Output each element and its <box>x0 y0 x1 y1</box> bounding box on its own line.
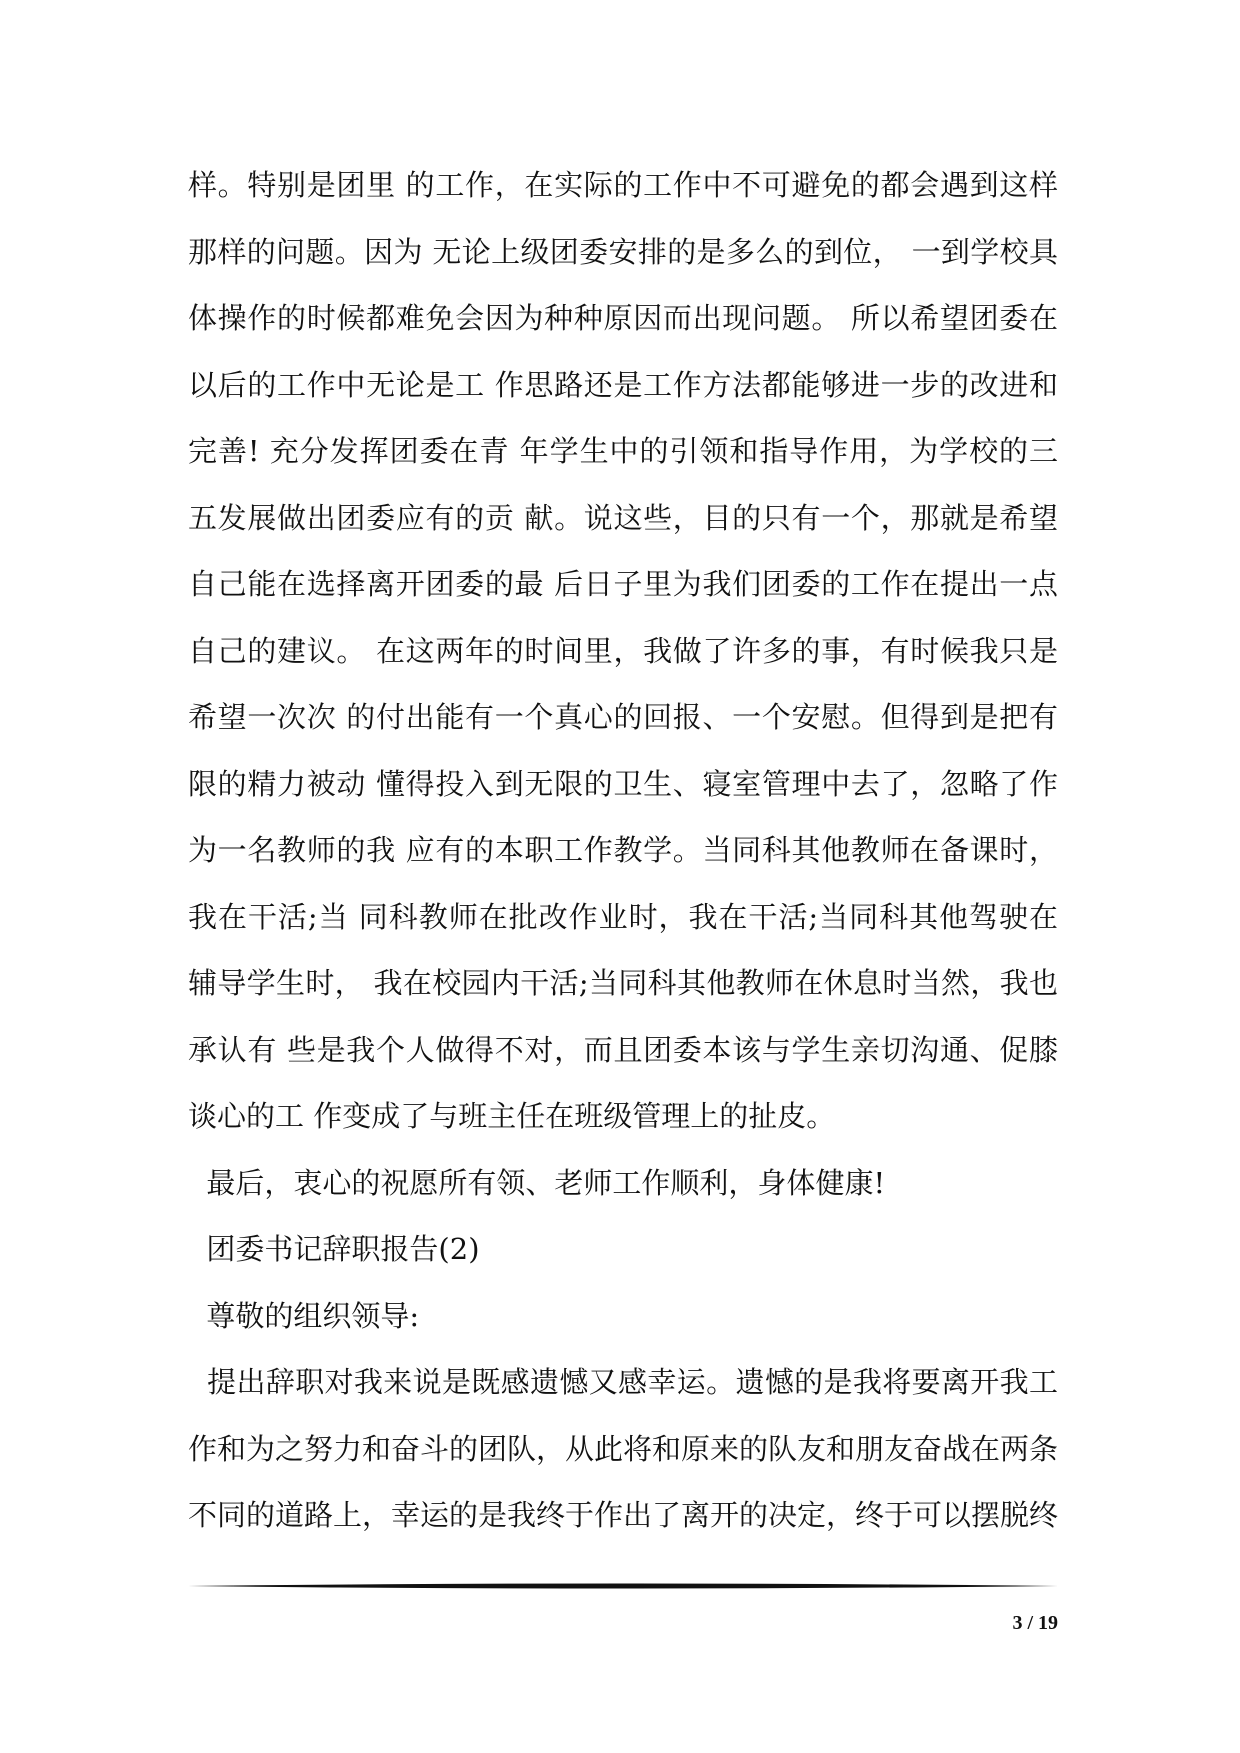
salutation: 尊敬的组织领导: <box>188 1298 420 1333</box>
body-line: 限的精力被动 懂得投入到无限的卫生、寝室管理中去了，忽略了作 <box>188 766 1058 801</box>
body-line: 以后的工作中无论是工 作思路还是工作方法都能够进一步的改进和 <box>188 367 1058 402</box>
page-number: 3 / 19 <box>1012 1612 1058 1634</box>
body-line: 那样的问题。因为 无论上级团委安排的是多么的到位， 一到学校具 <box>188 234 1058 269</box>
body-line: 谈心的工 作变成了与班主任在班级管理上的扯皮。 <box>188 1099 836 1133</box>
body-line: 体操作的时候都难免会因为种种原因而出现问题。 所以希望团委在 <box>188 301 1058 335</box>
body-line: 承认有 些是我个人做得不对，而且团委本该与学生亲切沟通、促膝 <box>188 1032 1058 1067</box>
body-line: 自己能在选择离开团委的最 后日子里为我们团委的工作在提出一点 <box>188 567 1058 601</box>
body-line: 为一名教师的我 应有的本职工作教学。当同科其他教师在备课时， <box>188 833 1058 867</box>
body-line: 自己的建议。 在这两年的时间里，我做了许多的事，有时候我只是 <box>188 633 1058 668</box>
document-body <box>188 152 1058 1549</box>
body-line: 作和为之努力和奋斗的团队，从此将和原来的队友和朋友奋战在两条 <box>188 1431 1058 1466</box>
body-line: 五发展做出团委应有的贡 献。说这些，目的只有一个，那就是希望 <box>188 500 1058 535</box>
footer-divider <box>188 1582 1058 1590</box>
closing-line: 最后，衷心的祝愿所有领、老师工作顺利，身体健康! <box>188 1165 886 1200</box>
body-line: 不同的道路上，幸运的是我终于作出了离开的决定，终于可以摆脱终 <box>188 1498 1058 1532</box>
body-line: 辅导学生时， 我在校园内干活;当同科其他教师在休息时当然，我也 <box>188 966 1058 1000</box>
body-line: 样。特别是团里 的工作，在实际的工作中不可避免的都会遇到这样 <box>188 168 1058 202</box>
footer-divider-shape <box>188 1582 1058 1590</box>
body-line: 我在干活;当 同科教师在批改作业时，我在干活;当同科其他驾驶在 <box>188 899 1058 934</box>
body-line: 提出辞职对我来说是既感遗憾又感幸运。遗憾的是我将要离开我工 <box>188 1365 1058 1399</box>
body-line: 希望一次次 的付出能有一个真心的回报、一个安慰。但得到是把有 <box>188 700 1058 734</box>
body-line: 完善! 充分发挥团委在青 年学生中的引领和指导作用，为学校的三 <box>188 434 1058 468</box>
section-title: 团委书记辞职报告(2) <box>188 1232 480 1266</box>
